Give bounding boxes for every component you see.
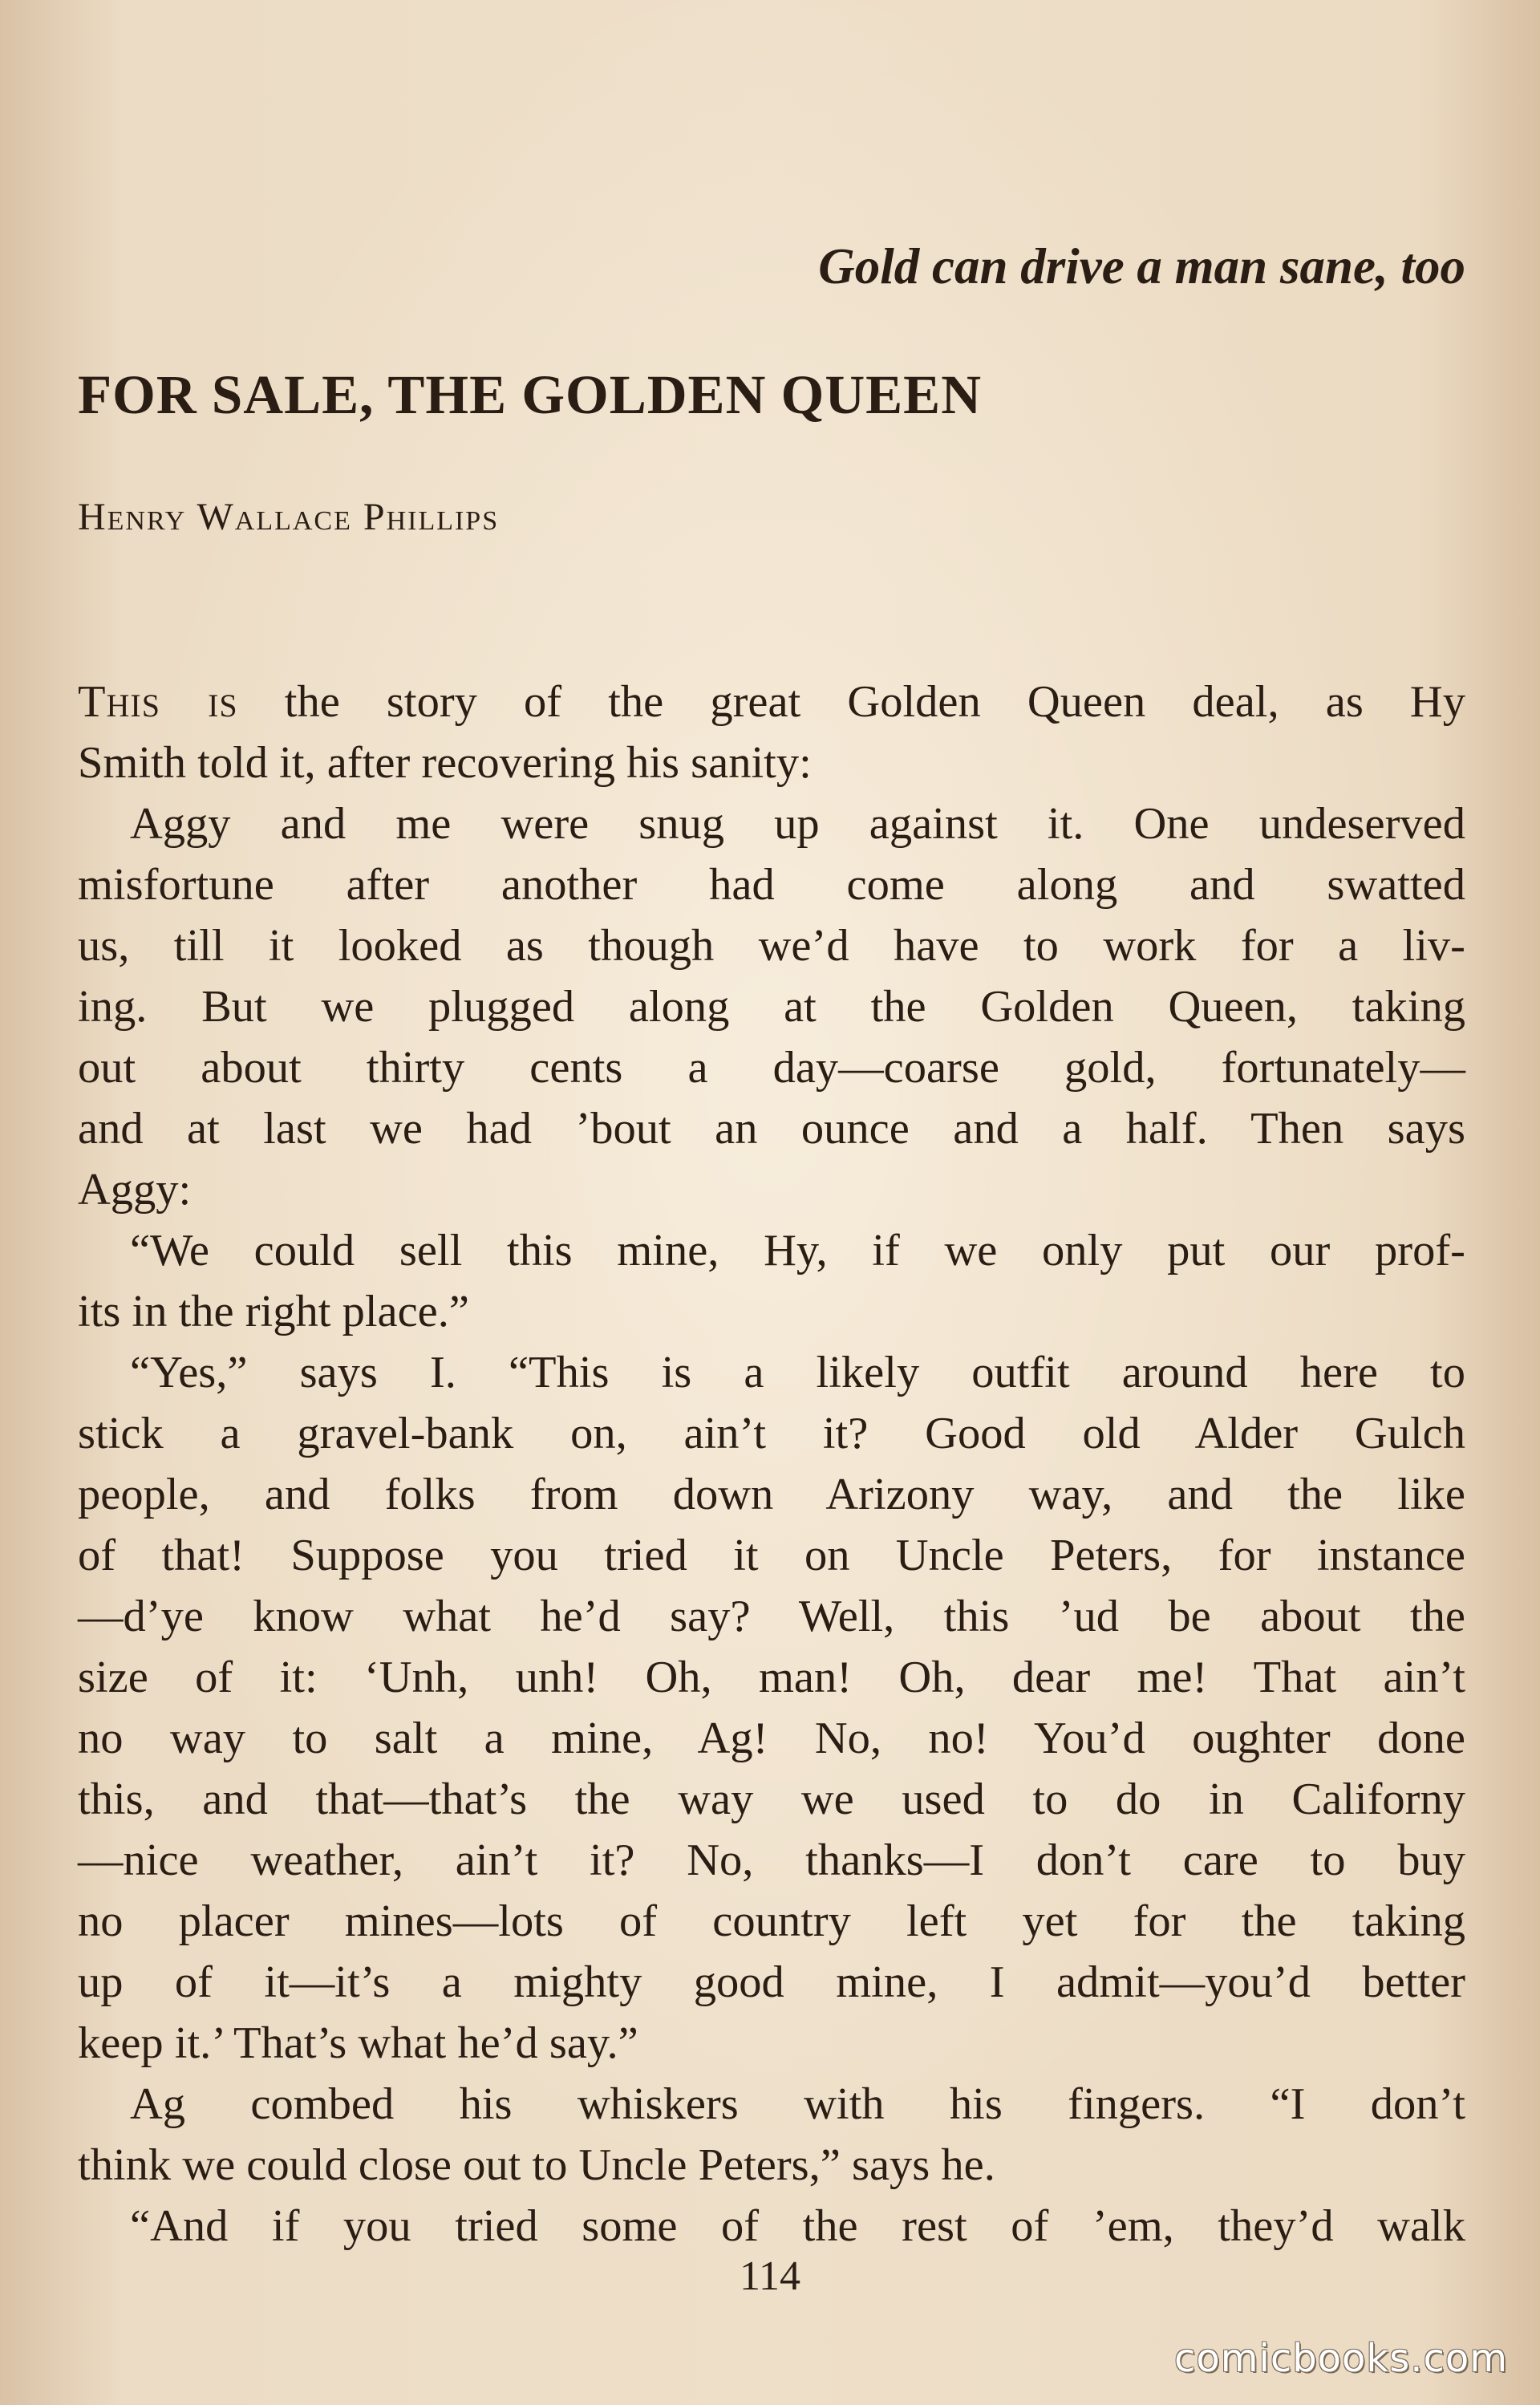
- body-line: of that! Suppose you tried it on Uncle Peters, for instance: [78, 1531, 1465, 1580]
- body-line: think we could close out to Uncle Peters,” says he.: [78, 2140, 995, 2190]
- body-line: misfortune after another had come along and swatted: [78, 860, 1465, 910]
- body-line: out about thirty cents a day—coarse gold, fortunately—: [78, 1043, 1465, 1093]
- story-title: FOR SALE, THE GOLDEN QUEEN: [78, 364, 983, 425]
- body-line: “Yes,” says I. “This is a likely outfit around here to: [130, 1348, 1465, 1397]
- body-line: Ag combed his whiskers with his fingers. “I don’t: [130, 2079, 1465, 2129]
- body-line: size of it: ‘Unh, unh! Oh, man! Oh, dear me! That ain’t: [78, 1653, 1465, 1702]
- opening-smallcaps: This is: [78, 677, 238, 727]
- watermark: comicbooks.com: [1173, 2336, 1508, 2381]
- body-line: —nice weather, ain’t it? No, thanks—I don’t care to buy: [78, 1835, 1465, 1885]
- body-line: ing. But we plugged along at the Golden Queen, taking: [78, 982, 1465, 1032]
- body-line: its in the right place.”: [78, 1287, 469, 1336]
- body-line: up of it—it’s a mighty good mine, I admit—you’d better: [78, 1957, 1465, 2007]
- epigraph: Gold can drive a man sane, too: [818, 238, 1465, 294]
- page-number: 114: [739, 2253, 801, 2299]
- body-line: Aggy:: [78, 1165, 192, 1215]
- body-line: keep it.’ That’s what he’d say.”: [78, 2018, 638, 2068]
- body-line: “We could sell this mine, Hy, if we only put our prof-: [130, 1226, 1465, 1276]
- body-line: this, and that—that’s the way we used to do in Californy: [78, 1774, 1465, 1824]
- body-line: us, till it looked as though we’d have to work for a liv-: [78, 921, 1465, 971]
- story-body: [78, 671, 1465, 2257]
- author-name: Henry Wallace Phillips: [78, 496, 500, 538]
- body-line: “And if you tried some of the rest of ’em, they’d walk: [130, 2201, 1465, 2251]
- body-line: Smith told it, after recovering his sanity:: [78, 738, 812, 788]
- body-line: —d’ye know what he’d say? Well, this ’ud be about the: [78, 1592, 1465, 1641]
- body-line: stick a gravel-bank on, ain’t it? Good old Alder Gulch: [78, 1409, 1465, 1458]
- body-line-text: the story of the great Golden Queen deal, as Hy: [237, 677, 1465, 727]
- body-line: [78, 671, 1465, 732]
- body-line: people, and folks from down Arizony way, and the like: [78, 1470, 1465, 1519]
- body-line: Aggy and me were snug up against it. One undeserved: [130, 799, 1465, 849]
- body-line: no way to salt a mine, Ag! No, no! You’d oughter done: [78, 1714, 1465, 1763]
- body-line: no placer mines—lots of country left yet for the taking: [78, 1896, 1465, 1946]
- body-line: and at last we had ’bout an ounce and a half. Then says: [78, 1104, 1465, 1154]
